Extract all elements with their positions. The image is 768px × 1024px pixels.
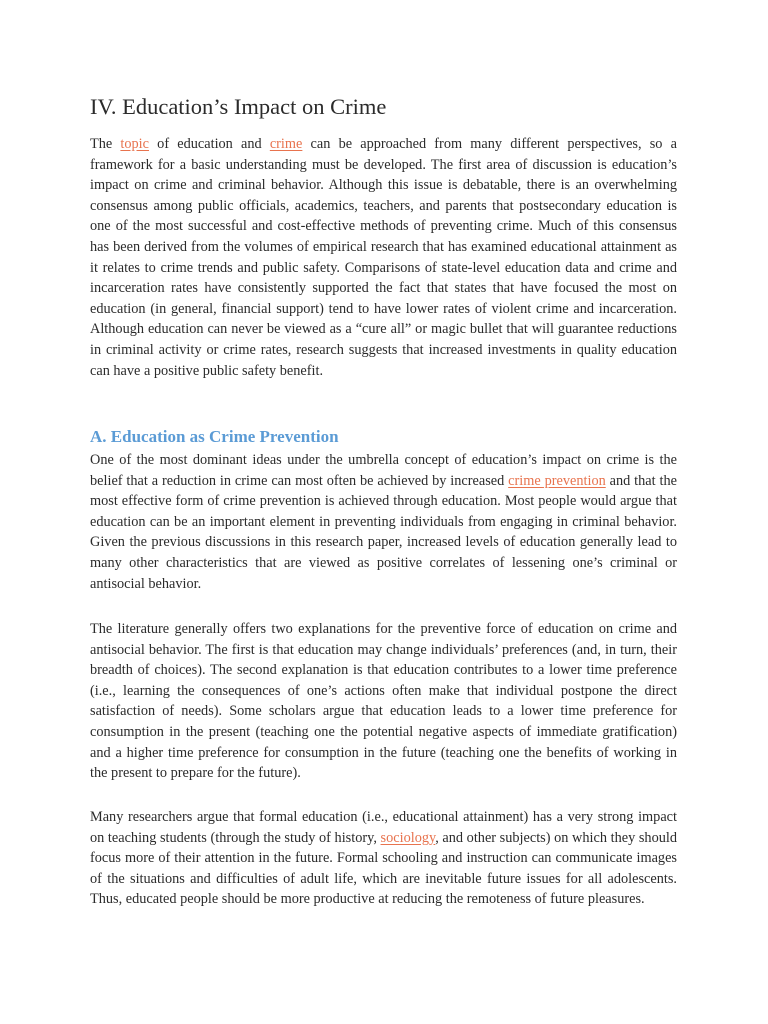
section-heading: IV. Education’s Impact on Crime: [90, 94, 387, 119]
subsection-heading: A. Education as Crime Prevention: [90, 427, 339, 446]
explanations-paragraph: The literature generally offers two explanations for the preventive force of education on crime and antisocial behavior. The first is that education may change individuals’ preferences (and, in turn, their breadth of choices). The second explanation is that education contributes to a lower time preference (i.e., learning the consequences of one’s actions often make that individual postpone the direct satisfaction of needs). Some scholars argue that education leads to a lower time preference for consumption in the present (teaching one the potential negative aspects of immediate gratification) and a higher time preference for consumption in the future (teaching one the benefits of working in the present to prepare for the future).: [90, 621, 677, 782]
formal-education-text-1: Many researchers argue that formal education (i.e., educational attainment) has a very strong impact on teaching students (through the study of history,: [90, 809, 677, 846]
intro-text-2: of education and: [149, 136, 270, 152]
crime-prevention-text-2: and that the most effective form of crime prevention is achieved through education. Most people would argue that education can be an important element in preventing individuals from engaging in criminal behavior. Given the previous discussions in this research paper, increased levels of education generally lead to many other characteristics that are viewed as positive correlates of lessening one’s criminal or antisocial behavior.: [90, 472, 677, 592]
intro-text-1: The: [90, 136, 121, 152]
crime-link[interactable]: crime: [269, 136, 303, 152]
sociology-link[interactable]: sociology: [380, 829, 436, 846]
crime-prevention-link[interactable]: crime prevention: [508, 472, 606, 489]
intro-text-3: can be approached from many different perspectives, so a framework for a basic understanding must be developed. The first area of discussion is education’s impact on crime and criminal behavior. Although this issue is debatable, there is an overwhelming consensus among public officials, academics, teachers, and parents that postsecondary education is one of the most successful and cost-effective methods of preventing crime. Much of this consensus has been derived from the volumes of empirical research that has examined educational attainment as it relates to crime trends and public safety. Comparisons of state-level education data and crime and incarceration rates have consistently supported the fact that states that have focused the most on education (in general, financial support) tend to have lower rates of violent crime and incarceration. Although education can never be viewed as a “cure all” or magic bullet that will guarantee reductions in criminal activity or crime rates, research suggests that increased investments in quality education can have a positive public safety benefit.: [90, 136, 677, 379]
intro-paragraph: [90, 134, 677, 381]
formal-education-paragraph: [90, 807, 677, 910]
crime-prevention-text-1: One of the most dominant ideas under the umbrella concept of education’s impact on crime is the belief that a reduction in crime can most often be achieved by increased: [90, 452, 677, 489]
crime-prevention-paragraph: [90, 450, 677, 594]
topic-link[interactable]: topic: [120, 136, 149, 152]
formal-education-text-2: , and other subjects) on which they should focus more of their attention in the future. Formal schooling and instruction can communicate images of the situations and difficulties of adult life, which are inevitable future issues for all adolescents. Thus, educated people should be more productive at reducing the remoteness of future pleasures.: [90, 829, 677, 908]
